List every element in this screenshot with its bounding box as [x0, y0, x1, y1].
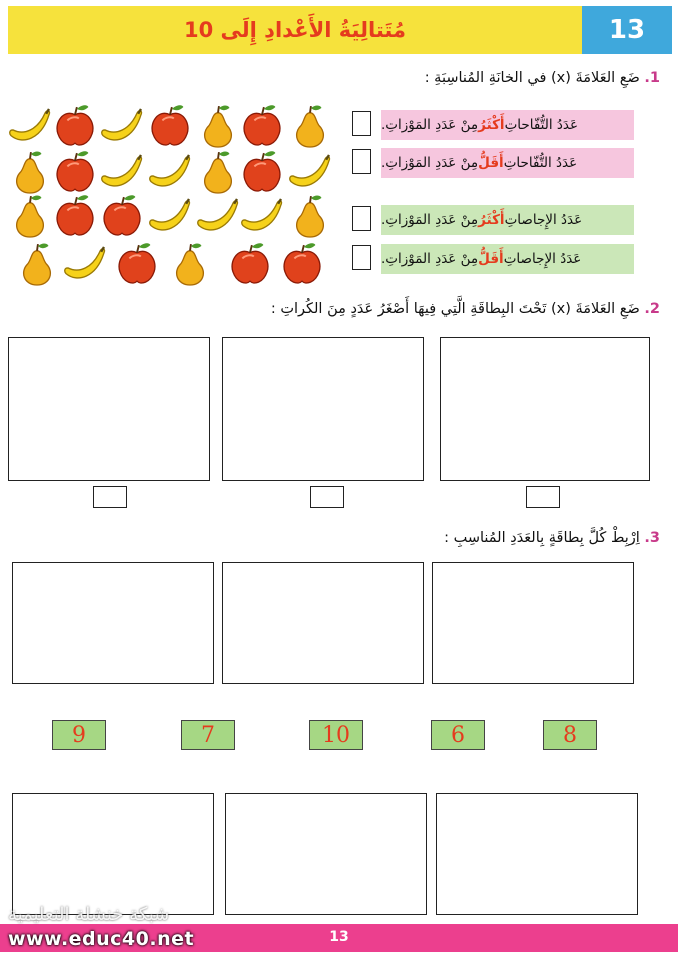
- ball-card-beach-balls: [440, 337, 650, 481]
- apple-icon: [284, 243, 320, 283]
- banana-icon: [10, 109, 50, 140]
- number-card-6[interactable]: 6: [431, 720, 485, 750]
- option-emphasis: أَكْثَرُ: [478, 212, 505, 228]
- number-card-9[interactable]: 9: [52, 720, 106, 750]
- option-text: عَدَدُ الإِجاصاتِ: [504, 212, 583, 228]
- answer-box-beach-balls[interactable]: [526, 486, 560, 508]
- match-card-pineapples: [12, 562, 214, 684]
- pear-icon: [24, 243, 51, 285]
- apple-icon: [244, 105, 280, 145]
- page-title: مُتَتالِيَةُ الأَعْدادِ إِلَى 10: [8, 6, 582, 54]
- match-card-cupcakes: [432, 562, 634, 684]
- banana-icon: [150, 199, 190, 230]
- exercise-3-instruction: [444, 530, 660, 546]
- number-card-7[interactable]: 7: [181, 720, 235, 750]
- pear-icon: [297, 105, 324, 147]
- pear-icon: [17, 195, 44, 237]
- exercise-3-number: 3.: [644, 530, 660, 546]
- option-text: مِنْ عَدَدِ المَوْزاتِ.: [381, 117, 479, 133]
- apple-icon: [152, 105, 188, 145]
- option-emphasis: أَقَلُّ: [478, 251, 504, 267]
- ball-card-soccer-balls: [222, 337, 424, 481]
- match-card-oranges: [222, 562, 424, 684]
- match-card-scissors: [225, 793, 427, 915]
- pear-icon: [205, 151, 232, 193]
- watermark-arabic: شبكة خنشلة التعليمية: [8, 904, 170, 925]
- exercise-3-text: اِرْبِطْ كُلَّ بِطاقَةٍ بِالعَدَدِ المُناسِبِ :: [444, 530, 640, 546]
- pear-icon: [205, 105, 232, 147]
- banana-icon: [65, 247, 105, 278]
- option-emphasis: أَقَلُّ: [478, 155, 504, 171]
- apple-icon: [119, 243, 155, 283]
- number-card-8[interactable]: 8: [543, 720, 597, 750]
- answer-box-basketballs[interactable]: [93, 486, 127, 508]
- exercise-2-number: 2.: [644, 301, 660, 317]
- option-text: مِنْ عَدَدِ المَوْزاتِ.: [381, 251, 479, 267]
- watermark-site: www.educ40.net: [8, 928, 195, 950]
- pear-icon: [177, 243, 204, 285]
- answer-box-soccer-balls[interactable]: [310, 486, 344, 508]
- option-text: عَدَدُ الإِجاصاتِ: [503, 251, 582, 267]
- option-text: مِنْ عَدَدِ المَوْزاتِ.: [381, 212, 479, 228]
- exercise-1-text: ضَعِ العَلامَةَ (x) في الخانَةِ المُناسِبَةِ :: [424, 70, 640, 86]
- page-number: 13: [329, 929, 349, 945]
- pear-icon: [17, 151, 44, 193]
- banana-icon: [102, 155, 142, 186]
- apple-icon: [57, 195, 93, 235]
- banana-icon: [198, 199, 238, 230]
- exercise-2-text: ضَعِ العَلامَةَ (x) تَحْتَ البِطاقَةِ الَّتِي فِيهَا أَصْغَرُ عَدَدٍ مِنَ الكُراتِ :: [270, 301, 640, 317]
- number-card-10[interactable]: 10: [309, 720, 363, 750]
- banana-icon: [290, 155, 330, 186]
- apple-icon: [104, 195, 140, 235]
- option-text: عَدَدُ التُّفّاحاتِ: [504, 117, 579, 133]
- option-emphasis: أَكْثَرُ: [478, 117, 505, 133]
- banana-icon: [242, 199, 282, 230]
- apple-icon: [57, 105, 93, 145]
- exercise-1-number: 1.: [644, 70, 660, 86]
- lesson-number-badge: 13: [582, 6, 672, 54]
- exercise-2-instruction: [271, 301, 660, 317]
- match-card-bells: [436, 793, 638, 915]
- banana-icon: [102, 109, 142, 140]
- apple-icon: [232, 243, 268, 283]
- banana-icon: [150, 155, 190, 186]
- option-text: عَدَدُ التُّفّاحاتِ: [503, 155, 578, 171]
- option-text: مِنْ عَدَدِ المَوْزاتِ.: [381, 155, 479, 171]
- apple-icon: [244, 151, 280, 191]
- pear-icon: [297, 195, 324, 237]
- match-card-lemons: [12, 793, 214, 915]
- ball-card-basketballs: [8, 337, 210, 481]
- apple-icon: [57, 151, 93, 191]
